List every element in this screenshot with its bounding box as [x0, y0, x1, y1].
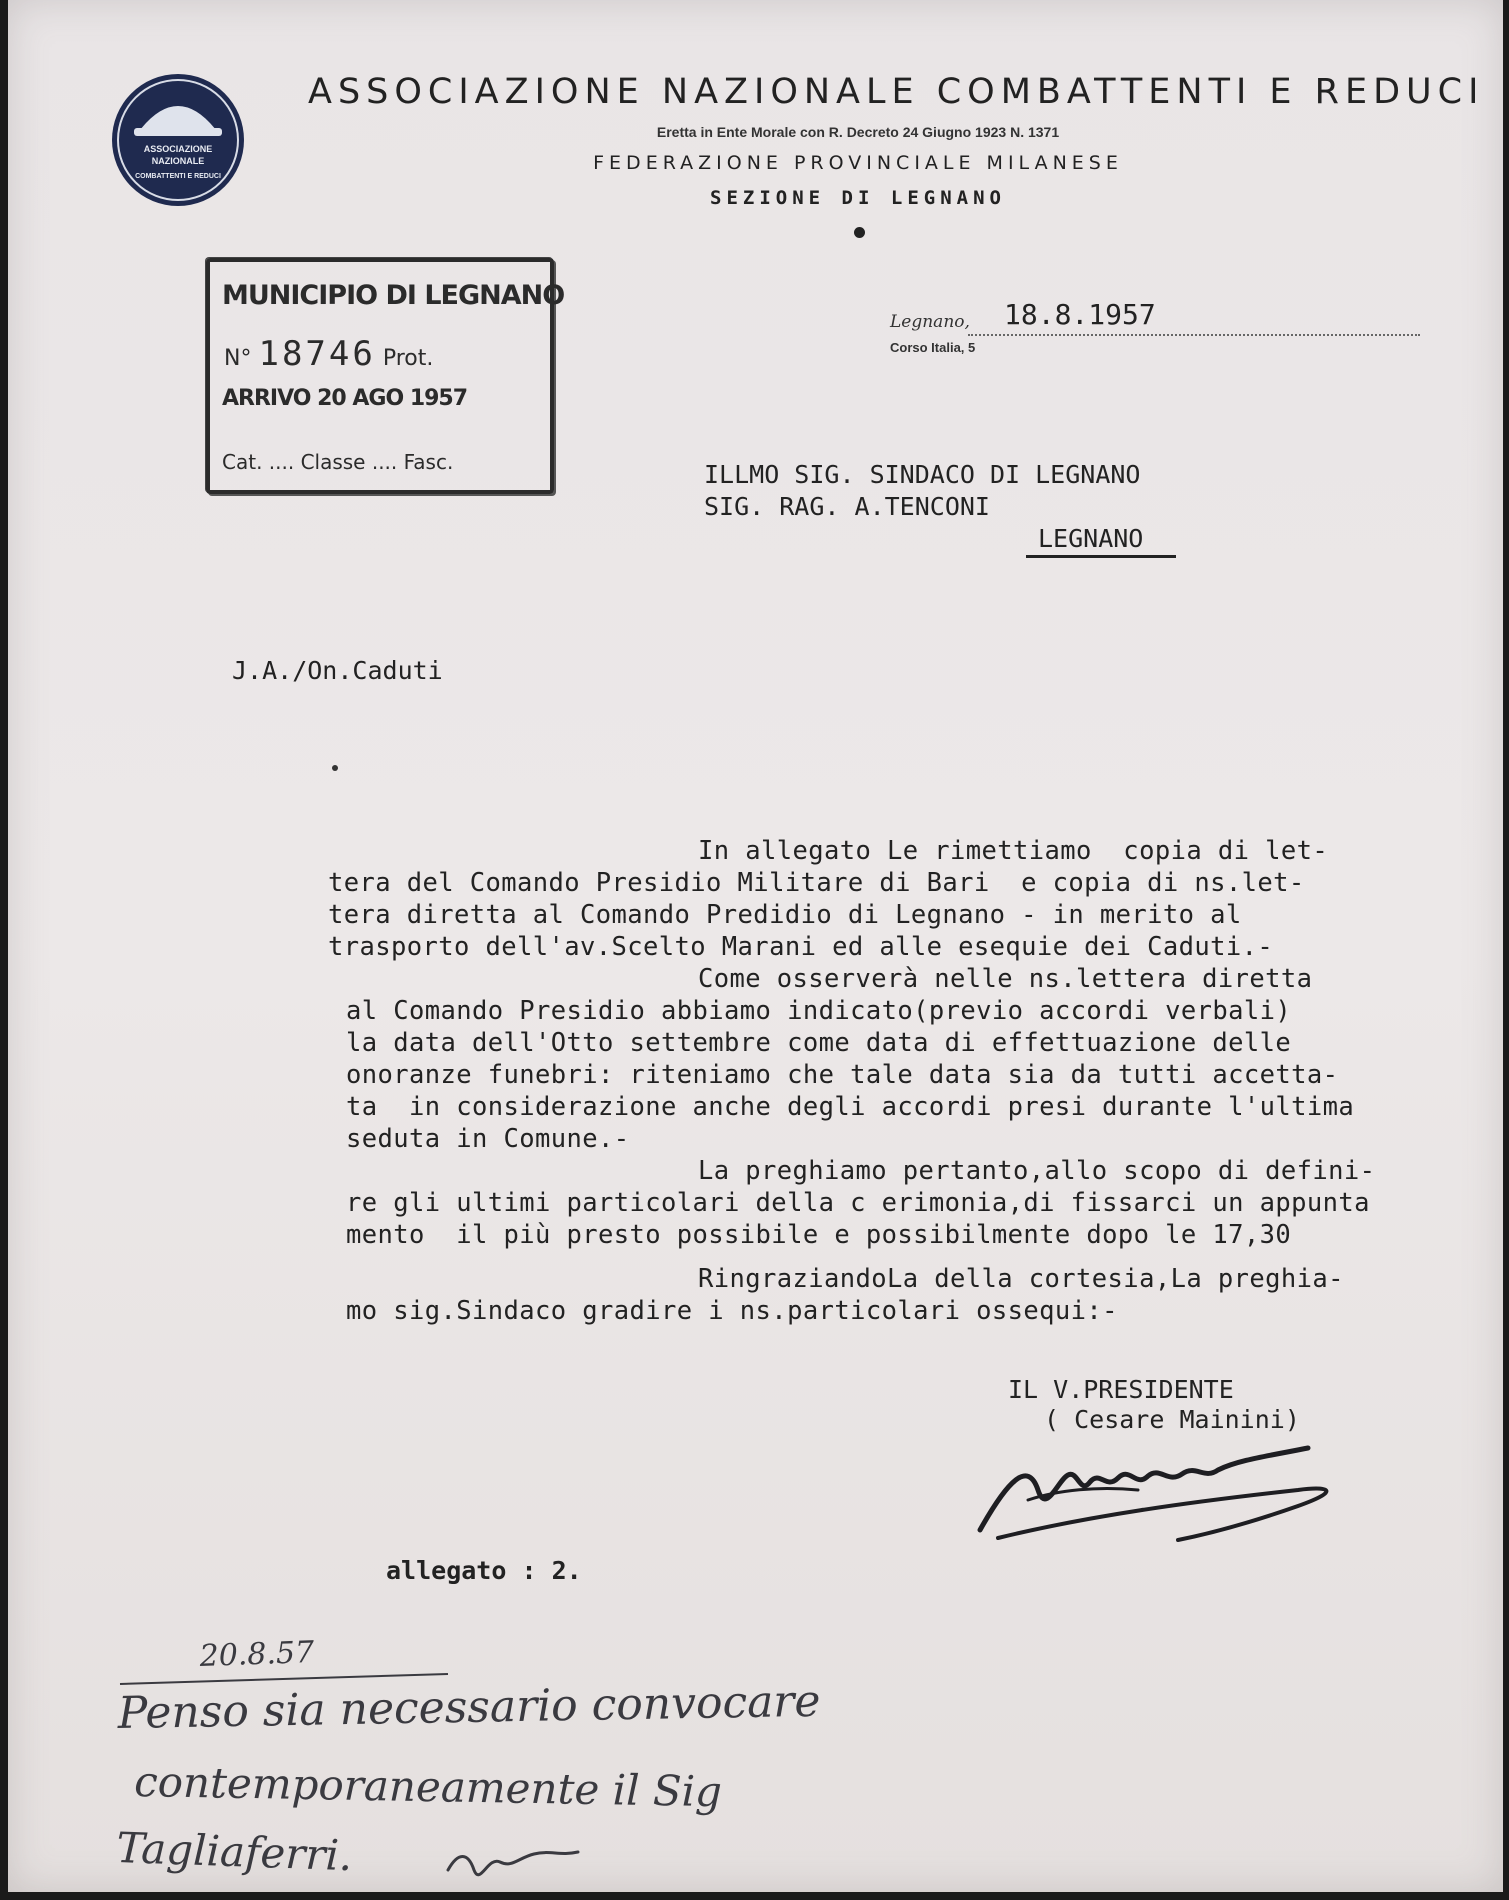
reference-code: J.A./On.Caduti — [232, 656, 443, 685]
letter-page — [8, 0, 1503, 1892]
svg-text:ASSOCIAZIONE: ASSOCIAZIONE — [143, 144, 213, 154]
handwritten-signature-icon — [968, 1420, 1368, 1550]
body-line: tera diretta al Comando Predidio di Legnano - in merito al — [328, 900, 1242, 930]
handwritten-date: 20.8.57 — [199, 1635, 315, 1674]
body-line: la data dell'Otto settembre come data di effettuazione delle — [346, 1028, 1292, 1058]
body-line: al Comando Presidio abbiamo indicato(previo accordi verbali) — [346, 996, 1292, 1026]
letter-place: Legnano, — [890, 312, 970, 332]
body-line: Come osserverà nelle ns.lettera diretta — [698, 964, 1313, 994]
stamp-number-prefix: N° — [224, 346, 252, 371]
body-line: tera del Comando Presidio Militare di Bari e copia di ns.let- — [328, 868, 1305, 898]
protocol-stamp — [206, 258, 565, 494]
svg-text:NAZIONALE: NAZIONALE — [151, 156, 205, 166]
stamp-municipality: MUNICIPIO DI LEGNANO — [222, 280, 565, 311]
stamp-number-suffix: Prot. — [382, 346, 434, 371]
letterhead-dot — [854, 227, 865, 238]
svg-text:COMBATTENTI E REDUCI: COMBATTENTI E REDUCI — [135, 173, 221, 180]
body-line: RingraziandoLa della cortesia,La preghia- — [698, 1264, 1344, 1294]
body-line: In allegato Le rimettiamo copia di let- — [698, 836, 1329, 866]
body-line: mento il più presto possibile e possibilmente dopo le 17,30 — [346, 1220, 1292, 1250]
body-line: ta in considerazione anche degli accordi presi durante l'ultima — [346, 1092, 1355, 1122]
handwritten-line-1: Penso sia necessario convocare — [117, 1675, 821, 1739]
recipient-city-underline — [1026, 555, 1176, 558]
letterhead-decree: Eretta in Ente Morale con R. Decreto 24 Giugno 1923 N. 1371 — [656, 124, 1060, 140]
body-line: mo sig.Sindaco gradire i ns.particolari ossequi:- — [346, 1296, 1118, 1326]
attachment-count: allegato : 2. — [386, 1556, 582, 1585]
handwritten-note — [108, 1630, 1008, 1892]
letter-date: 18.8.1957 — [1004, 298, 1156, 331]
letterhead-title: ASSOCIAZIONE NAZIONALE COMBATTENTI E REDUCI — [308, 72, 1485, 112]
date-dotted-line — [968, 334, 1420, 336]
signatory-title: IL V.PRESIDENTE — [1008, 1375, 1234, 1404]
ink-dot — [332, 765, 338, 771]
body-line: trasporto dell'av.Scelto Marani ed alle esequie dei Caduti.- — [328, 932, 1274, 962]
body-line: seduta in Comune.- — [346, 1124, 630, 1154]
stamp-arrival-date: ARRIVO 20 AGO 1957 — [222, 386, 468, 411]
body-line: La preghiamo pertanto,allo scopo di defini- — [698, 1156, 1376, 1186]
handwritten-line-2: contemporaneamente il Sig — [133, 1757, 723, 1817]
recipient-line-1: ILLMO SIG. SINDACO DI LEGNANO — [704, 460, 1141, 489]
body-line: re gli ultimi particolari della c erimonia,di fissarci un appunta — [346, 1188, 1370, 1218]
recipient-city: LEGNANO — [1038, 524, 1144, 553]
recipient-line-2: SIG. RAG. A.TENCONI — [704, 492, 990, 521]
signatory-name: ( Cesare Mainini) — [1044, 1405, 1300, 1434]
letterhead-federation: FEDERAZIONE PROVINCIALE MILANESE — [593, 152, 1123, 174]
stamp-protocol-line — [224, 334, 433, 374]
stamp-classification: Cat. .... Classe .... Fasc. — [222, 450, 454, 474]
handwritten-line-3: Tagliaferri. — [115, 1823, 354, 1881]
initials-scribble — [448, 1852, 578, 1875]
letter-street-address: Corso Italia, 5 — [890, 340, 976, 355]
stamp-protocol-number: 18746 — [258, 334, 376, 374]
body-line: onoranze funebri: riteniamo che tale data sia da tutti accetta- — [346, 1060, 1339, 1090]
letterhead-section: SEZIONE DI LEGNANO — [710, 187, 1006, 209]
